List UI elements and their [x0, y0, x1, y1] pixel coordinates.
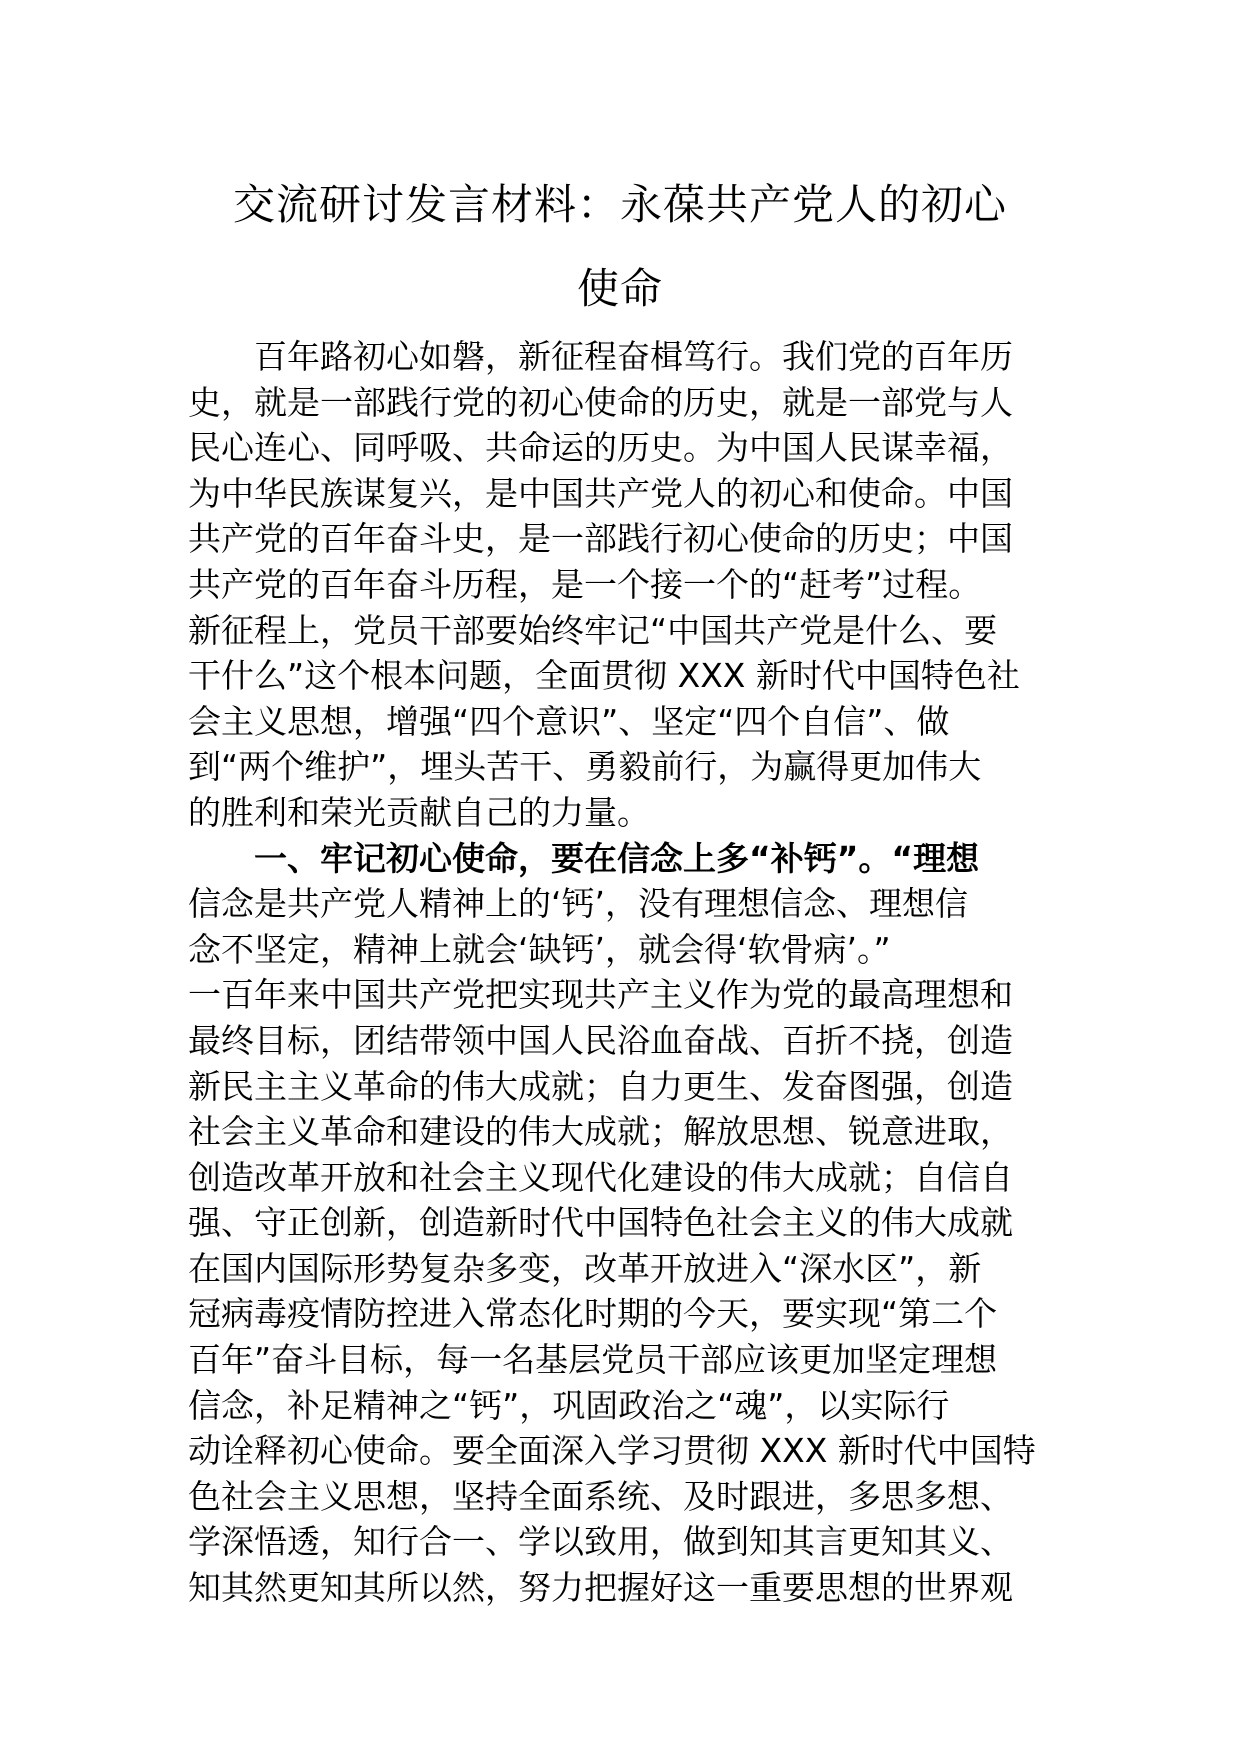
body-line: 动诠释初心使命。要全面深入学习贯彻 XXX 新时代中国特	[188, 1431, 1036, 1471]
body-line: 信念，补足精神之“钙”，巩固政治之“魂”，以实际行	[188, 1385, 950, 1425]
body-line: 色社会主义思想，坚持全面系统、及时跟进，多思多想、	[188, 1476, 1013, 1516]
body-line: 信念是共产党人精神上的‘钙’，没有理想信念、理想信	[188, 884, 968, 924]
body-line: 百年”奋斗目标，每一名基层党员干部应该更加坚定理想	[188, 1340, 998, 1380]
body-line: 为中华民族谋复兴，是中国共产党人的初心和使命。中国	[188, 473, 1013, 513]
document-title-line-1: 交流研讨发言材料：永葆共产党人的初心	[232, 180, 1007, 229]
document-body	[188, 334, 1056, 1611]
section-heading-line: 一、牢记初心使命，要在信念上多“补钙”。“理想	[254, 838, 980, 878]
body-line: 的胜利和荣光贡献自己的力量。	[188, 792, 650, 832]
body-line: 一百年来中国共产党把实现共产主义作为党的最高理想和	[188, 975, 1013, 1015]
body-line: 最终目标，团结带领中国人民浴血奋战、百折不挠，创造	[188, 1020, 1013, 1060]
body-line: 干什么”这个根本问题，全面贯彻 XXX 新时代中国特色社	[188, 656, 1020, 696]
body-line: 史，就是一部践行党的初心使命的历史，就是一部党与人	[188, 382, 1013, 422]
document-title-line-2: 使命	[576, 264, 663, 313]
body-line: 新民主主义革命的伟大成就；自力更生、发奋图强，创造	[188, 1066, 1013, 1106]
body-line: 学深悟透，知行合一、学以致用，做到知其言更知其义、	[188, 1522, 1013, 1562]
body-line: 冠病毒疫情防控进入常态化时期的今天，要实现“第二个	[188, 1294, 998, 1334]
body-line: 社会主义革命和建设的伟大成就；解放思想、锐意进取，	[188, 1112, 1013, 1152]
body-line: 强、守正创新，创造新时代中国特色社会主义的伟大成就	[188, 1203, 1013, 1243]
body-line: 会主义思想，增强“四个意识”、坚定“四个自信”、做	[188, 701, 950, 741]
body-line: 创造改革开放和社会主义现代化建设的伟大成就；自信自	[188, 1157, 1013, 1197]
body-line: 百年路初心如磐，新征程奋楫笃行。我们党的百年历	[254, 337, 1013, 376]
body-line: 共产党的百年奋斗史，是一部践行初心使命的历史；中国	[188, 519, 1013, 559]
body-line: 新征程上，党员干部要始终牢记“中国共产党是什么、要	[188, 610, 998, 650]
body-line: 到“两个维护”，埋头苦干、勇毅前行，为赢得更加伟大	[188, 747, 982, 787]
body-line: 念不坚定，精神上就会‘缺钙’，就会得‘软骨病’。”	[188, 929, 891, 969]
body-line: 在国内国际形势复杂多变，改革开放进入“深水区”，新	[188, 1248, 982, 1288]
body-line: 共产党的百年奋斗历程，是一个接一个的“赶考”过程。	[188, 564, 982, 604]
body-line: 民心连心、同呼吸、共命运的历史。为中国人民谋幸福，	[188, 428, 1013, 468]
body-line: 知其然更知其所以然，努力把握好这一重要思想的世界观	[188, 1568, 1013, 1608]
